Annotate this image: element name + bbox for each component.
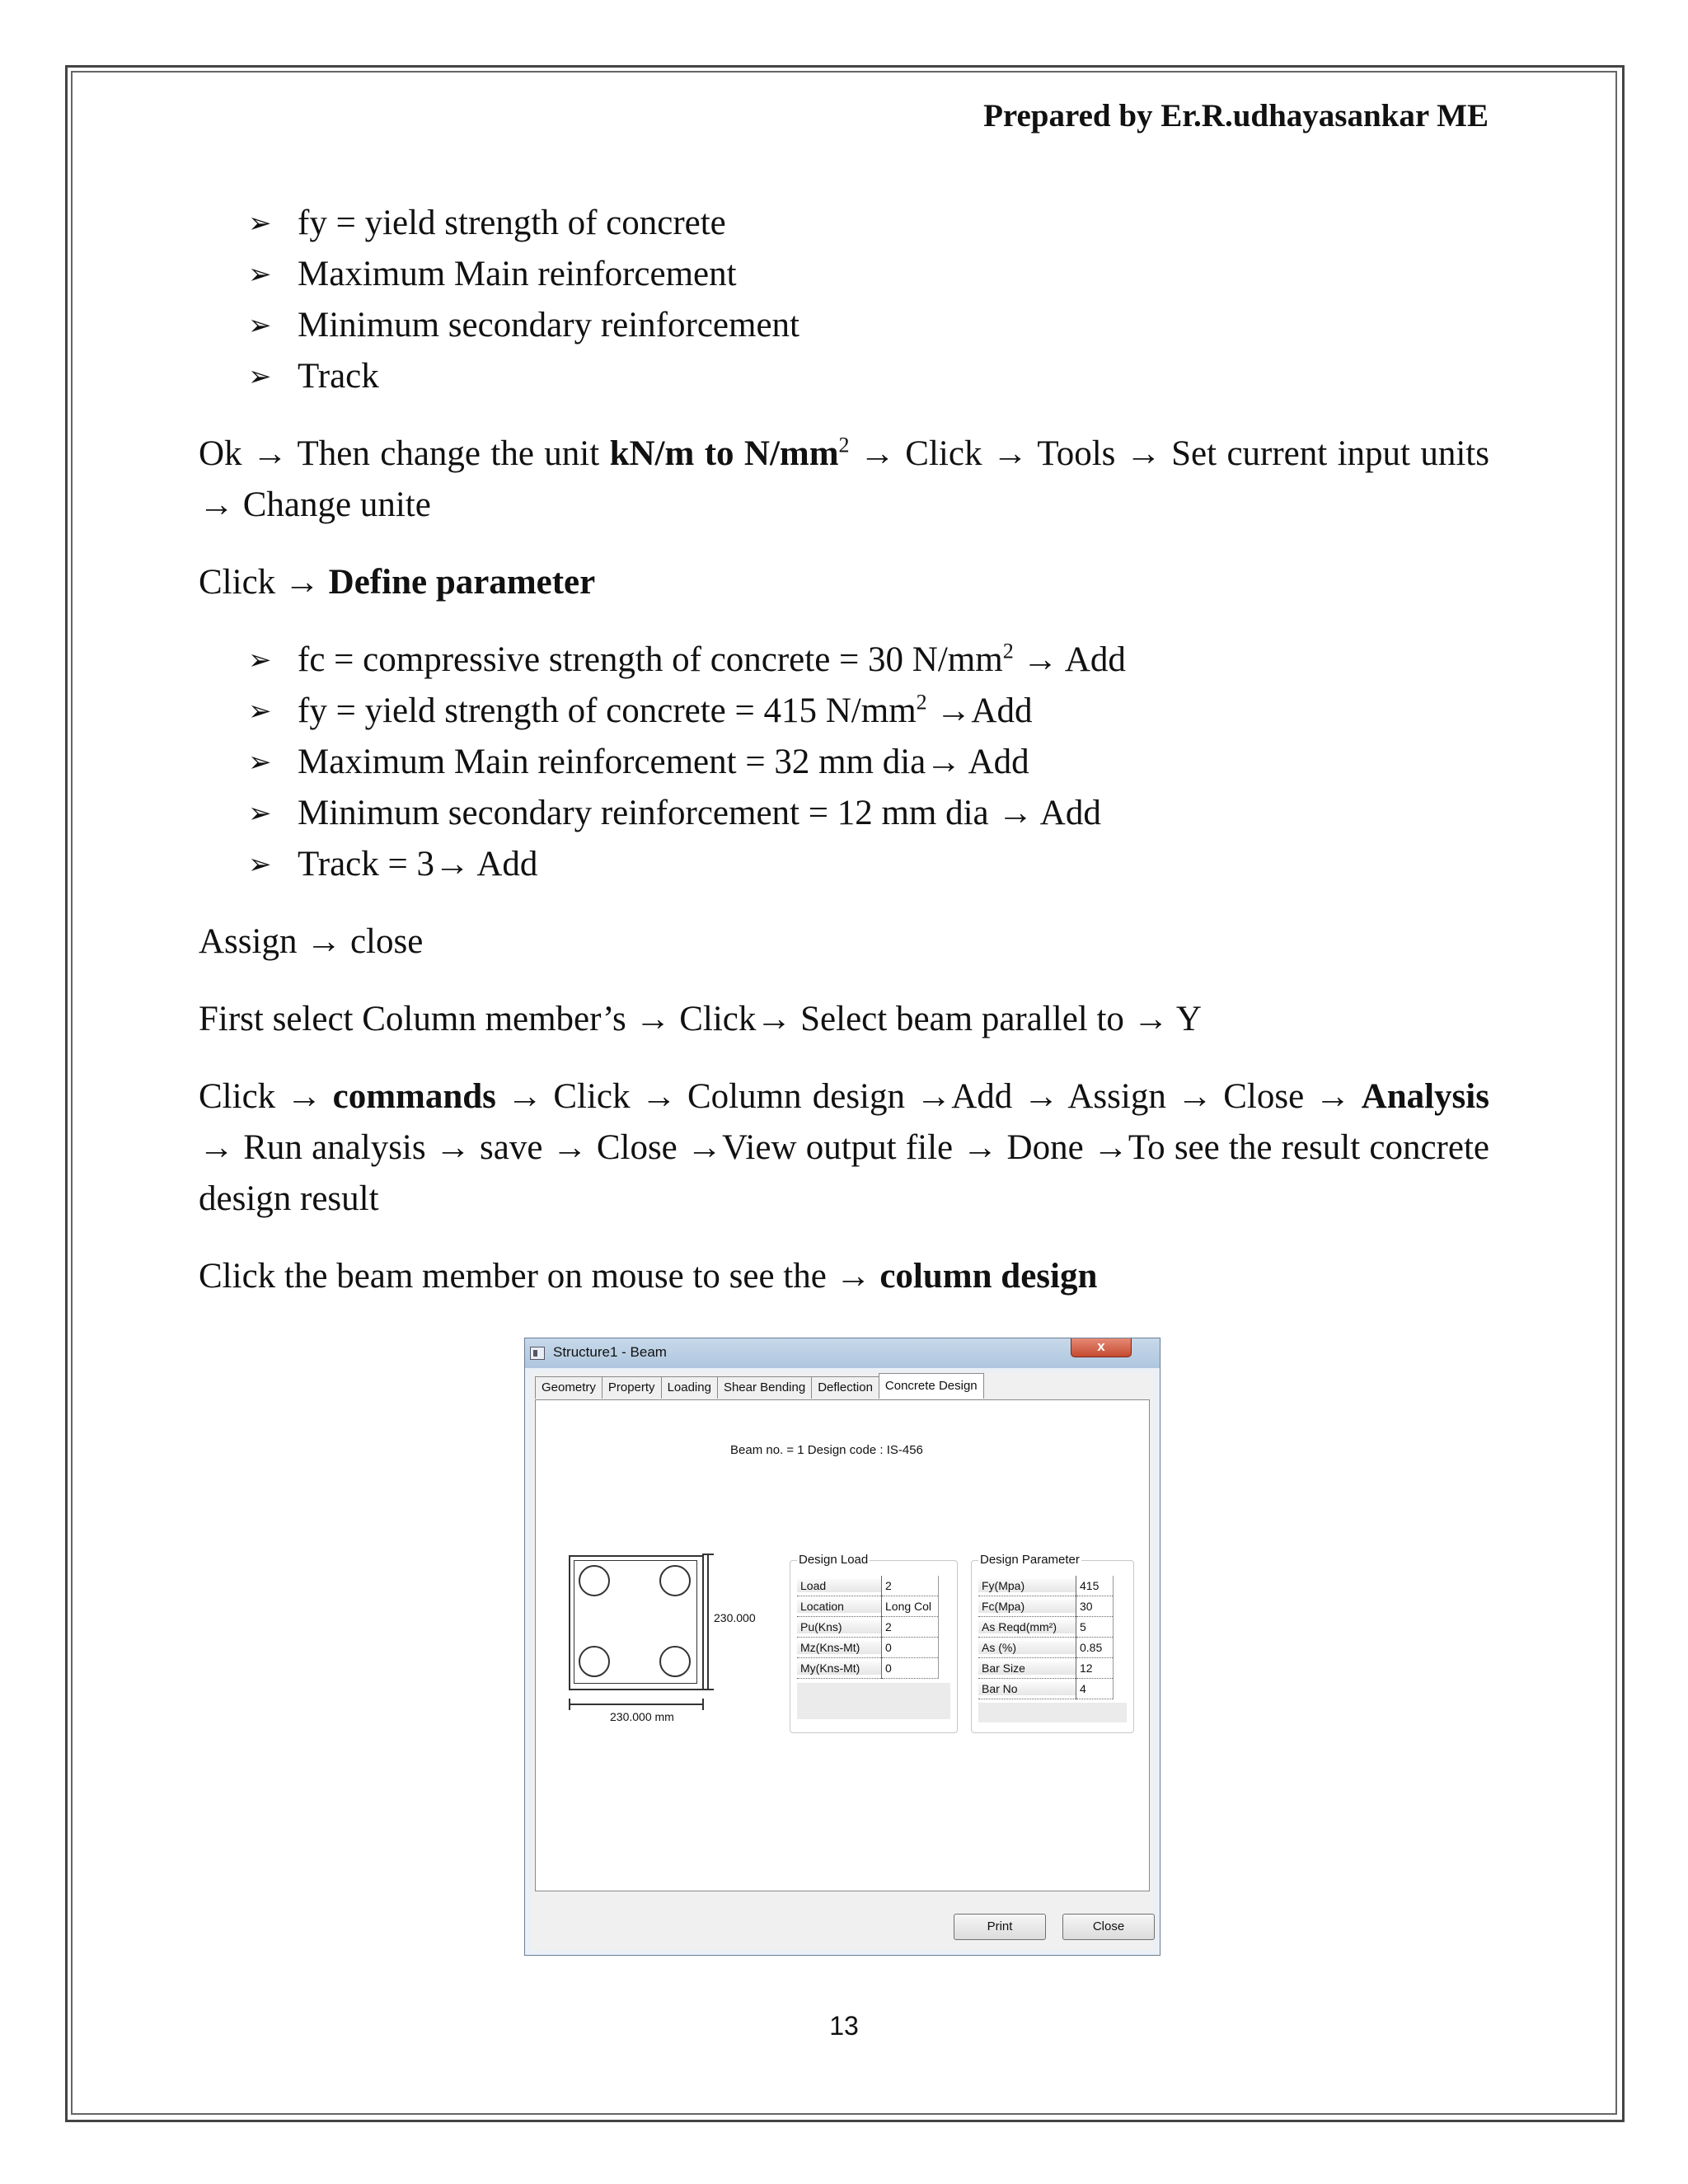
table-row: Fy(Mpa) 415 — [978, 1576, 1114, 1596]
rebar-circle — [659, 1646, 691, 1677]
arrowhead-bullet-icon: ➢ — [248, 848, 272, 881]
dimension-bottom-label: 230.000 mm — [610, 1710, 674, 1723]
rebar-circle — [579, 1565, 610, 1596]
parameter-list-2 — [199, 635, 1489, 890]
window-client-area — [532, 1373, 1153, 1950]
page-number: 13 — [829, 2011, 859, 2041]
design-parameter-table — [978, 1576, 1114, 1699]
table-row: As Reqd(mm²) 5 — [978, 1617, 1114, 1638]
arrowhead-bullet-icon: ➢ — [248, 695, 272, 728]
tab-shear-bending[interactable]: Shear Bending — [717, 1376, 812, 1399]
table-row: My(Kns-Mt) 0 — [797, 1658, 939, 1679]
design-load-label: Design Load — [799, 1553, 869, 1567]
rebar-circle — [659, 1565, 691, 1596]
arrowhead-bullet-icon: ➢ — [248, 309, 272, 342]
table-row: Location Long Col — [797, 1596, 939, 1617]
arrowhead-bullet-icon: ➢ — [248, 258, 272, 291]
dimension-side-label: 230.000 — [714, 1611, 756, 1624]
beam-dialog-window — [524, 1338, 1160, 1956]
list-item: ➢ fc = compressive strength of concrete = 30 $N/mm^2$ → Add — [248, 635, 1489, 686]
tab-deflection[interactable]: Deflection — [811, 1376, 879, 1399]
paragraph-define-parameter: Click → Define parameter — [199, 563, 596, 602]
arrowhead-bullet-icon: ➢ — [248, 207, 272, 240]
list-item: ➢ Minimum secondary reinforcement = 12 mm dia → Add — [248, 788, 1489, 839]
list-item: ➢ fy = yield strength of concrete = 415 $N/mm^2 \to Add$ — [248, 686, 1489, 737]
list-item: ➢ Maximum Main reinforcement = 32 mm dia→ Add — [248, 737, 1489, 788]
window-titlebar — [525, 1338, 1160, 1368]
list-item: ➢ Track — [248, 351, 1489, 402]
dimension-line-vertical — [707, 1554, 709, 1690]
parameter-list-1 — [199, 198, 1489, 402]
arrowhead-bullet-icon: ➢ — [248, 746, 272, 779]
table-row: Pu(Kns) 2 — [797, 1617, 939, 1638]
paragraph-column-design: Click the beam member on mouse to see the → column design — [199, 1257, 1098, 1296]
arrowhead-bullet-icon: ➢ — [248, 797, 272, 830]
table-row: Load 2 — [797, 1576, 939, 1596]
paragraph-units: Ok → Then change the unit kN/m to $N/mm^2$ → Click → Tools → Set current input units → Change unite — [199, 433, 1489, 524]
design-load-group — [790, 1553, 958, 1733]
column-section-drawing — [569, 1555, 704, 1690]
table-row: Bar No 4 — [978, 1679, 1114, 1699]
window-app-icon — [530, 1347, 545, 1360]
list-item: ➢ fy = yield strength of concrete — [248, 198, 1489, 249]
window-title: Structure1 - Beam — [553, 1344, 667, 1360]
paragraph-select-column: First select Column member’s → Click→ Select beam parallel to → Y — [199, 1000, 1202, 1038]
arrowhead-bullet-icon: ➢ — [248, 360, 272, 393]
list-item: ➢ Track = 3→ Add — [248, 839, 1489, 890]
design-parameter-label: Design Parameter — [980, 1553, 1080, 1567]
tab-concrete-design[interactable]: Concrete Design — [879, 1373, 984, 1399]
arrowhead-bullet-icon: ➢ — [248, 644, 272, 677]
dimension-line-horizontal — [569, 1704, 704, 1705]
window-close-button[interactable]: x — [1071, 1338, 1132, 1357]
list-item: ➢ Maximum Main reinforcement — [248, 249, 1489, 300]
design-load-table — [797, 1576, 939, 1679]
table-row: Bar Size 12 — [978, 1658, 1114, 1679]
tab-property[interactable]: Property — [602, 1376, 662, 1399]
document-body — [199, 198, 1489, 1302]
design-parameter-group — [971, 1553, 1134, 1733]
table-row: As (%) 0.85 — [978, 1638, 1114, 1658]
beam-info-label: Beam no. = 1 Design code : IS-456 — [730, 1443, 923, 1457]
concrete-design-panel — [535, 1399, 1150, 1891]
paragraph-commands: Click → commands → Click → Column design →Add → Assign → Close → Analysis → Run analysis → save → Close →View output file → Done →To see the result concrete design result — [199, 1077, 1489, 1218]
print-button[interactable]: Print — [954, 1914, 1046, 1940]
table-row: Mz(Kns-Mt) 0 — [797, 1638, 939, 1658]
tab-loading[interactable]: Loading — [661, 1376, 718, 1399]
table-row: Fc(Mpa) 30 — [978, 1596, 1114, 1617]
paragraph-assign: Assign → close — [199, 922, 424, 961]
tab-strip — [535, 1376, 983, 1399]
rebar-circle — [579, 1646, 610, 1677]
close-button[interactable]: Close — [1062, 1914, 1155, 1940]
tab-geometry[interactable]: Geometry — [535, 1376, 603, 1399]
list-item: ➢ Minimum secondary reinforcement — [248, 300, 1489, 351]
page-header: Prepared by Er.R.udhayasankar ME — [983, 98, 1489, 134]
